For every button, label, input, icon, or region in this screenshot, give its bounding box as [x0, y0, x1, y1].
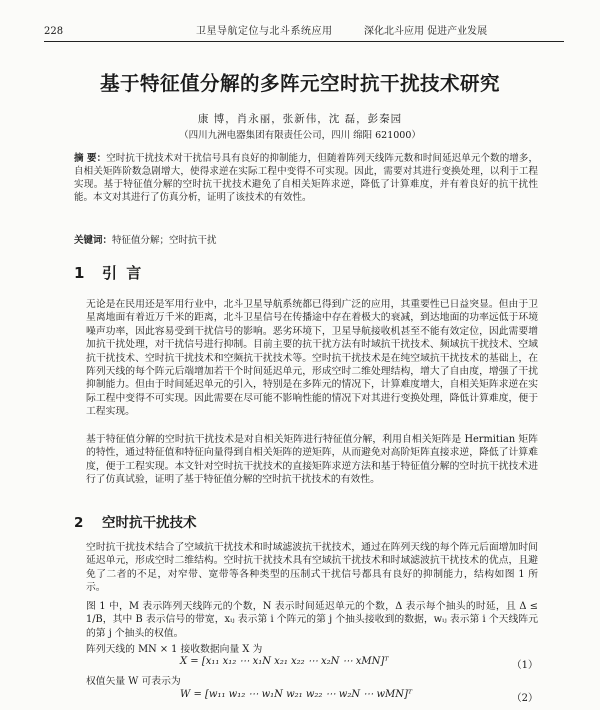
header-slogan: 深化北斗应用 促进产业发展 [364, 26, 488, 37]
equation-1 [180, 656, 538, 671]
keywords-label: 关键词： [74, 235, 113, 246]
section-1-heading [74, 262, 143, 283]
equation-2-number: （2） [511, 693, 538, 704]
section-2-heading [74, 511, 197, 531]
equation-2-body: W = [w₁₁ w₁₂ ⋯ w₁N w₂₁ w₂₂ ⋯ w₂N ⋯ wMN]ᵀ [180, 689, 413, 700]
keywords [74, 232, 538, 246]
abstract-label: 摘 要： [74, 153, 107, 164]
paper-authors: 康 博，肖永丽，张新伟，沈 磊，彭秦园 [197, 113, 403, 125]
section-2-number: 2 [74, 515, 84, 531]
data-vector-intro: 阵列天线的 MN × 1 接收数据向量 X 为 [86, 644, 263, 655]
paper-title: 基于特征值分解的多阵元空时抗干扰技术研究 [99, 72, 500, 95]
keywords-text: 特征值分解；空时抗干扰 [112, 235, 217, 246]
section-1-number: 1 [74, 264, 87, 282]
running-header [44, 25, 564, 42]
equation-1-number: （1） [511, 660, 538, 671]
section-1-paragraph-2: 基于特征值分解的空时抗干扰技术是对自相关矩阵进行特征值分解，利用自相关矩阵是 Hermitian 矩阵的特性，通过特征值和特征向量得到自相关矩阵的逆矩阵，从而避免对高阶矩阵直接求逆，降低了计算难度，便于工程实现。本文针对空时抗干扰技术的直接矩阵求逆方法和基于特征值分解的空时抗干扰技术进行了仿真试验，证明了基于特征值分解的空时抗干扰技术的有效性。 [86, 434, 538, 486]
equation-1-body: X = [x₁₁ x₁₂ ⋯ x₁N x₂₁ x₂₂ ⋯ x₂N ⋯ xMN]ᵀ [180, 656, 389, 667]
page-number: 228 [44, 26, 64, 37]
section-2-paragraph-1: 空时抗干扰技术结合了空域抗干扰技术和时域滤波抗干扰技术，通过在阵列天线的每个阵元后面增加时间延迟单元，形成空时二维结构。空时抗干扰技术具有空域抗干扰技术和时域滤波抗干扰技术的优点，且避免了二者的不足，对窄带、宽带等各种类型的压制式干扰信号都具有良好的抑制能力，结构如图 1 所示。 [86, 542, 538, 594]
journal-name: 卫星导航定位与北斗系统应用 [196, 26, 333, 37]
abstract-text: 空时抗干扰技术对干扰信号具有良好的抑制能力，但随着阵列天线阵元数和时间延迟单元个数的增多，自相关矩阵阶数急剧增大，使得求逆在实际工程中变得不可实现。因此，需要对其进行变换处理，以利于工程实现。基于特征值分解的空时抗干扰技术避免了自相关矩阵求逆，降低了计算难度，并有着良好的抗干扰性能。本文对其进行了仿真分析，证明了该技术的有效性。 [74, 153, 538, 203]
equation-2 [180, 689, 538, 704]
paper-affiliation: （四川九洲电器集团有限责任公司，四川 绵阳 621000） [179, 130, 421, 141]
section-1-title: 引 言 [102, 264, 144, 282]
section-1-paragraph-1: 无论是在民用还是军用行业中，北斗卫星导航系统都已得到广泛的应用，其重要性已日益突显。但由于卫星离地面有着近万千米的距离，北斗卫星信号在传播途中存在着极大的衰减，到达地面的功率远低于环境噪声功率，因此容易受到干扰信号的影响。恶劣环境下，卫星导航接收机甚至不能有效定位，因此需要增加抗干扰处理，对干扰信号进行抑制。目前主要的抗干扰方法有时域抗干扰技术、频域抗干扰技术、空域抗干扰技术、空时抗干扰技术和空频抗干扰技术等。空时抗干扰技术是在纯空域抗干扰技术的基础上，在阵列天线的每个阵元后端增加若干个时间延迟单元，形成空时二维处理结构，增大了自由度，增强了干扰抑制能力。但由于时间延迟单元的引入，特别是在多阵元的情况下，计算难度增大，自相关矩阵求逆在实际工程中变得不可实现。因此需要在尽可能不影响性能的情况下对其进行变换处理，降低计算难度，便于工程实现。 [86, 299, 538, 418]
section-2-title: 空时抗干扰技术 [102, 515, 197, 531]
abstract [74, 152, 538, 204]
section-2-paragraph-2: 图 1 中，M 表示阵列天线阵元的个数，N 表示时间延迟单元的个数，Δ 表示每个抽头的时延，且 Δ ≤ 1/B，其中 B 表示信号的带宽，xᵢⱼ 表示第 i 个阵元的第 j 个抽头接收到的数据，wᵢⱼ 表示第 i 个天线阵元的第 j 个抽头的权值。 [86, 601, 538, 639]
weight-vector-intro: 权值矢量 W 可表示为 [86, 676, 181, 687]
